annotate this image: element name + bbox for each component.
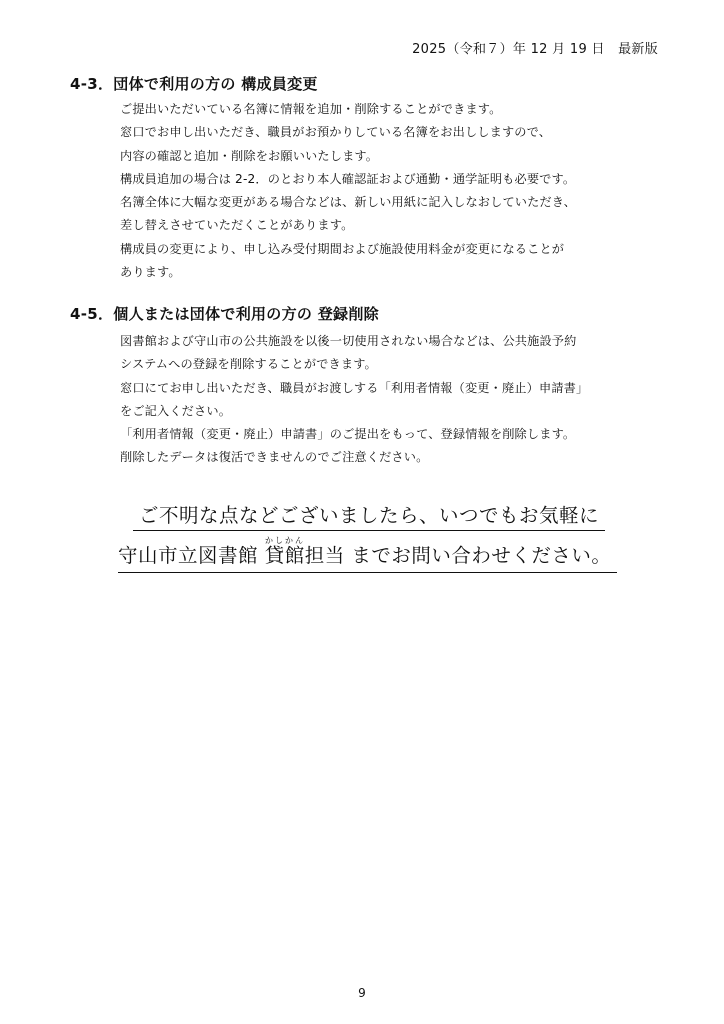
paragraph-line: 構成員追加の場合は 2-2．のとおり本人確認証および通勤・通学証明も必要です。 — [120, 171, 576, 186]
rental-hall-reading: かしかん — [264, 536, 305, 545]
section-body-member-change — [120, 98, 665, 284]
paragraph-line: ご提出いただいている名簿に情報を追加・削除することができます。 — [120, 102, 502, 116]
paragraph-line: 図書館および守山市の公共施設を以後一切使用されない場合などは、公共施設予約 — [120, 334, 577, 348]
paragraph-line: 構成員の変更により、申し込み受付期間および施設使用料金が変更になることが — [120, 241, 565, 256]
document-date: 2025（令和７）年 12 月 19 日 最新版 — [412, 42, 658, 57]
rental-hall-ruby — [264, 536, 305, 567]
paragraph-line: 名簿全体に大幅な変更がある場合などは、新しい用紙に記入しなおしていただき、 — [120, 195, 576, 210]
paragraph-line: 窓口にてお申し出いただき、職員がお渡しする「利用者情報（変更・廃止）申請書」 — [120, 380, 589, 395]
paragraph-line: あります。 — [120, 265, 181, 280]
section-heading-registration-deletion: 4-5．個人または団体で利用の方の 登録削除 — [70, 305, 379, 323]
paragraph-line: をご記入ください。 — [120, 403, 232, 418]
paragraph-line: システムへの登録を削除することができます。 — [120, 357, 377, 372]
contact-line-1: ご不明な点などございましたら、いつでもお気軽に — [133, 500, 605, 531]
paragraph-line: 削除したデータは復活できませんのでご注意ください。 — [120, 450, 429, 465]
paragraph-line: 「利用者情報（変更・廃止）申請書」のご提出をもって、登録情報を削除します。 — [120, 427, 576, 442]
paragraph-line: 内容の確認と追加・削除をお願いいたします。 — [120, 148, 379, 163]
rental-hall-word: 貸館 — [264, 544, 305, 567]
paragraph-line: 差し替えさせていただくことがあります。 — [120, 218, 354, 233]
contact-line-2 — [118, 536, 617, 573]
library-name: 守山市立図書館 — [118, 544, 265, 567]
section-body-registration-deletion — [120, 330, 665, 470]
paragraph-line: 窓口でお申し出いただき、職員がお預かりしている名簿をお出ししますので、 — [120, 125, 552, 140]
section-heading-member-change: 4-3．団体で利用の方の 構成員変更 — [70, 75, 318, 93]
contact-request-text: 担当 までお問い合わせください。 — [304, 544, 612, 567]
page-number: 9 — [358, 986, 366, 1000]
